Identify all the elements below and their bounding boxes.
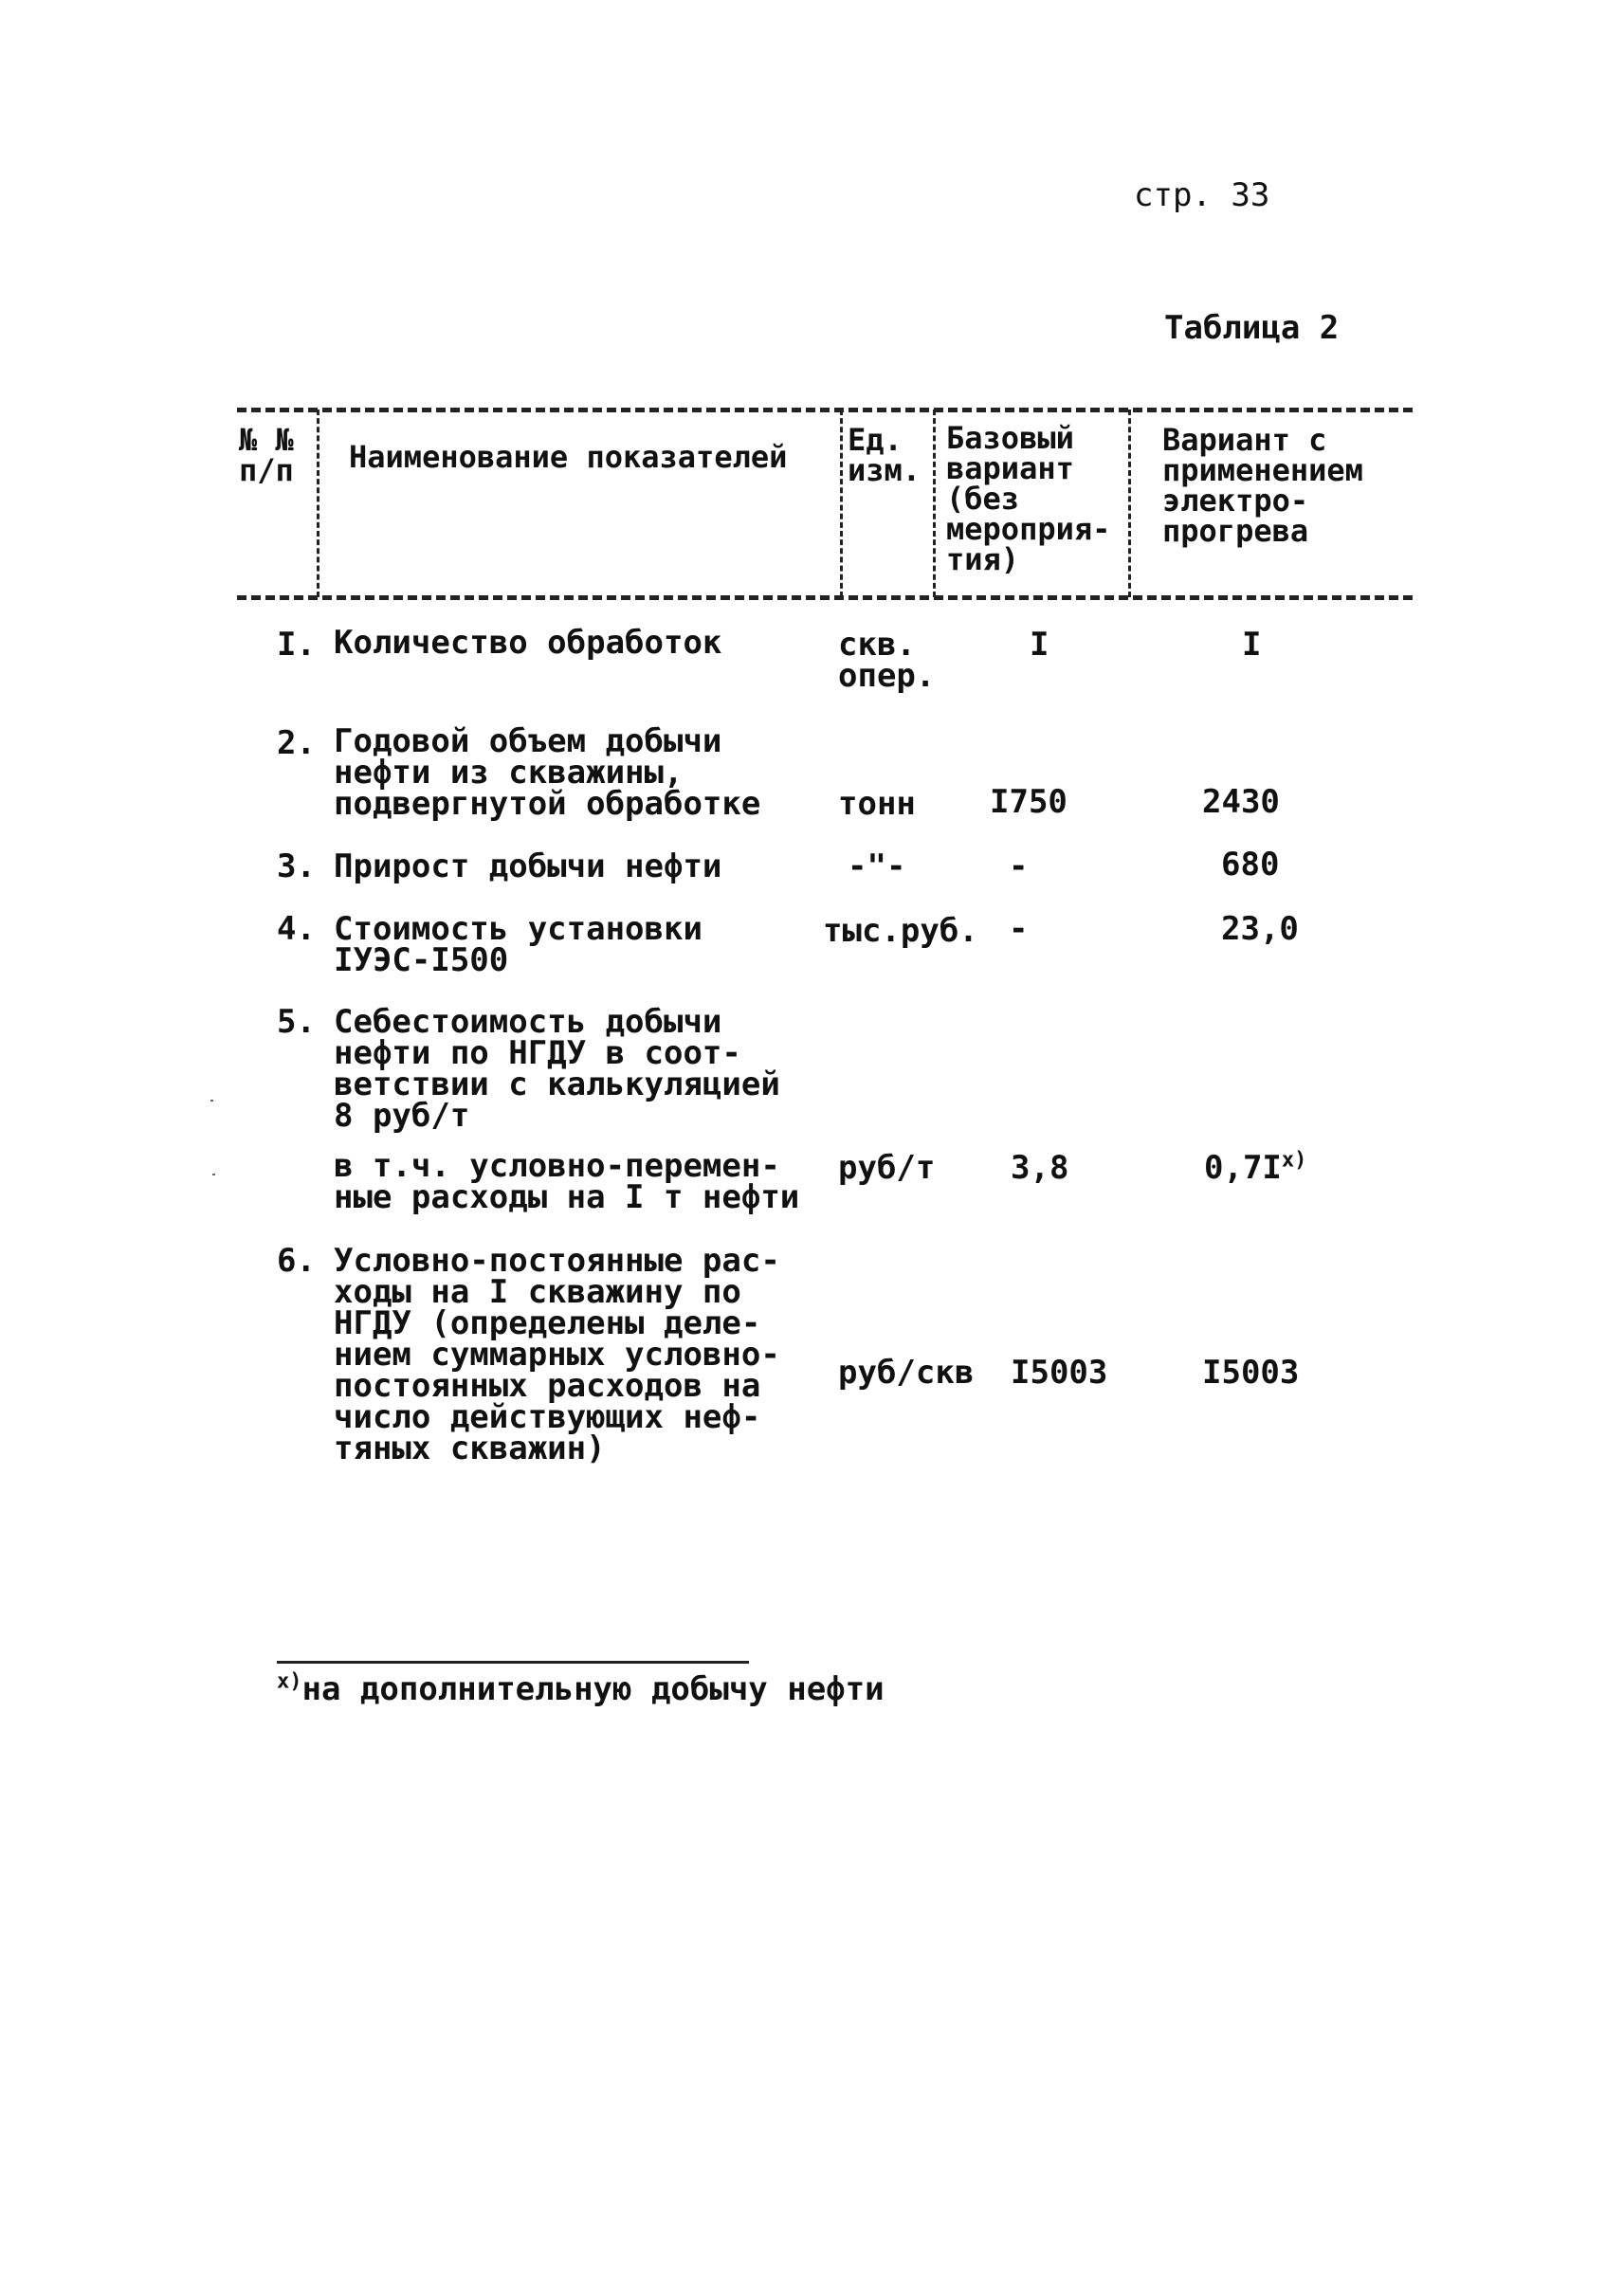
row-variant-value: I [1242,626,1262,664]
row-unit: руб/скв [838,1354,975,1392]
column-separator [840,410,843,597]
footnote-mark: x) [1281,1148,1307,1173]
row-name-line: Годовой объем добычи [334,722,722,760]
row-variant-value: 23,0 [1221,910,1299,948]
row-unit: скв. опер. [838,626,936,695]
row-name-line: ветствии с калькуляцией [334,1066,780,1103]
row-name-line: нефти по НГДУ в соот- [334,1034,741,1072]
row-name [334,1003,780,1135]
row-number: 3. [277,847,316,885]
row-name-line: ходы на I скважину по [334,1273,741,1311]
row-base-value: I [1030,626,1049,664]
row-number: 2. [277,724,316,762]
scan-speck [212,1174,215,1175]
table-label: Таблица 2 [1164,309,1340,347]
header-col-base: Базовый вариант (без мероприя- тия) [946,420,1111,577]
row-variant-value: I5003 [1202,1354,1300,1392]
row-name [334,722,761,823]
row-base-value: - [1009,847,1029,885]
row-number: 6. [277,1242,316,1280]
footnote-text: на дополнительную добычу нефти [301,1670,885,1708]
header-col-unit: Ед. изм. [848,422,921,488]
row-base-value: I750 [990,783,1067,821]
row-name [334,1242,780,1467]
column-separator [1128,410,1131,597]
row-name-line: в т.ч. условно-перемен- [334,1147,780,1185]
row-name-line: постоянных расходов на [334,1367,761,1405]
page-number: стр. 33 [1134,176,1270,214]
variant-value-text: 0,7I [1204,1149,1282,1187]
header-col-variant: Вариант с применением электро- прогрева [1162,422,1363,549]
row-name [334,910,703,979]
row-unit: тыс.руб. [823,912,978,950]
row-number: 4. [277,910,316,948]
row-name-line: нием суммарных условно- [334,1336,780,1374]
row-name-line: тяных скважин) [334,1430,606,1467]
row-unit: -"- [848,847,906,885]
row-name-line: Количество обработок [334,624,722,662]
row-name-line: НГДУ (определены деле- [334,1304,761,1342]
row-name-line: Себестоимость добычи [334,1003,722,1041]
column-separator [317,410,319,597]
row-number: 5. [277,1003,316,1041]
row-name-line: подвергнутой обработке [334,785,761,823]
row-base-value: 3,8 [1011,1149,1069,1187]
row-name-line: IУЭС-I500 [334,941,509,979]
column-separator [933,410,936,597]
row-variant-value [1204,1149,1306,1187]
header-top-rule [237,408,1413,412]
row-variant-value: 2430 [1202,783,1280,821]
row-unit: руб/т [838,1149,936,1187]
row-name-line: Условно-постоянные рас- [334,1242,780,1280]
row-variant-value: 680 [1221,846,1280,883]
row-name-line: нефти из скважины, [334,754,684,792]
row-name-line: 8 руб/т [334,1097,470,1135]
header-col-name: Наименование показателей [349,439,788,475]
row-name-line: ные расходы на I т нефти [334,1178,800,1216]
row-unit: тонн [838,785,916,823]
row-base-value: I5003 [1011,1354,1108,1392]
row-number: I. [277,626,316,664]
footnote-mark: x) [277,1669,302,1694]
scan-speck [210,1100,213,1102]
footnote [277,1670,885,1708]
row-name-line: Стоимость установки [334,910,703,948]
row-base-value: - [1009,910,1029,948]
footnote-rule [277,1661,749,1664]
header-col-num: № № п/п [239,422,294,488]
row-name [334,624,722,662]
row-name [334,847,722,885]
row-sub-name [334,1147,800,1216]
row-name-line: число действующих неф- [334,1398,761,1436]
row-name-line: Прирост добычи нефти [334,847,722,885]
header-bottom-rule [237,595,1413,600]
